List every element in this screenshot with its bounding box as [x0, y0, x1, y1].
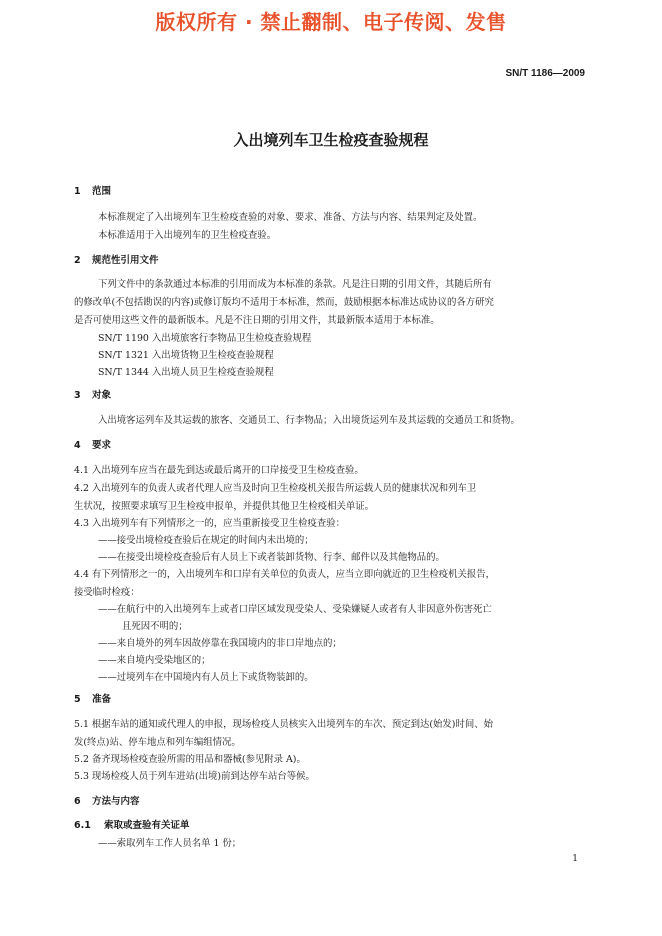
clause-line: 生状况，按照要求填写卫生检疫申报单，并提供其他卫生检疫相关单证。 — [74, 501, 375, 512]
list-item: ——索取列车工作人员名单 1 份； — [98, 838, 242, 849]
list-item-continuation: 且死因不明的； — [122, 621, 188, 632]
section-heading-3: 3 对象 — [74, 390, 112, 401]
body-line: 入出境客运列车及其运载的旅客、交通员工、行李物品；入出境货运列车及其运载的交通员工和货物。 — [98, 415, 520, 426]
clause-line: 接受临时检疫： — [74, 587, 140, 598]
page-number: 1 — [572, 854, 578, 864]
document-title: 入出境列车卫生检疫查验规程 — [233, 131, 429, 149]
clause-line: 4.4 有下列情形之一的，入出境列车和口岸有关单位的负责人，应当立即向就近的卫生检疫机关报告， — [74, 569, 496, 580]
section-heading-6: 6 方法与内容 — [74, 796, 140, 807]
body-line: 本标准规定了入出境列车卫生检疫查验的对象、要求、准备、方法与内容、结果判定及处置。 — [98, 212, 483, 223]
list-item: ——接受出境检疫查验后在规定的时间内未出境的； — [98, 535, 314, 546]
section-heading-2: 2 规范性引用文件 — [74, 255, 159, 266]
reference-item: SN/T 1190 入出境旅客行李物品卫生检疫查验规程 — [98, 333, 312, 344]
section-heading-5: 5 准备 — [74, 694, 112, 705]
list-item: ——过境列车在中国境内有人员上下或货物装卸的。 — [98, 672, 314, 683]
clause-line: 5.2 备齐现场检疫查验所需的用品和器械(参见附录 A)。 — [74, 754, 306, 765]
clause-line: 5.1 根据车站的通知或代理人的申报，现场检疫人员核实入出境列车的车次、预定到达(始发)时间、始 — [74, 719, 493, 730]
list-item: ——来自境外的列车因故停靠在我国境内的非口岸地点的； — [98, 638, 342, 649]
body-line: 下列文件中的条款通过本标准的引用而成为本标准的条款。凡是注日期的引用文件，其随后所有 — [98, 279, 492, 290]
list-item: ——在接受出境检疫查验后有人员上下或者装卸货物、行李、邮件以及其他物品的。 — [98, 552, 445, 563]
list-item: ——在航行中的入出境列车上或者口岸区域发现受染人、受染嫌疑人或者有人非因意外伤害死亡 — [98, 604, 492, 615]
standard-number: SN/T 1186—2009 — [505, 68, 585, 79]
clause-line: 发(终点)站、停车地点和列车编组情况。 — [74, 737, 241, 748]
copyright-watermark: 版权所有 · 禁止翻制、电子传阅、发售 — [155, 10, 507, 34]
clause-line: 5.3 现场检疫人员于列车进站(出境)前到达停车站台等候。 — [74, 771, 315, 782]
reference-item: SN/T 1321 入出境货物卫生检疫查验规程 — [98, 350, 274, 361]
subsection-heading-6-1: 6.1 索取或查验有关证单 — [74, 820, 190, 831]
list-item: ——来自境内受染地区的； — [98, 655, 211, 666]
body-line: 是否可使用这些文件的最新版本。凡是不注日期的引用文件，其最新版本适用于本标准。 — [74, 315, 440, 326]
body-line: 本标准适用于入出境列车的卫生检疫查验。 — [98, 230, 277, 241]
clause-line: 4.2 入出境列车的负责人或者代理人应当及时向卫生检疫机关报告所运载人员的健康状况和列车卫 — [74, 483, 477, 494]
clause-line: 4.3 入出境列车有下列情形之一的，应当重新接受卫生检疫查验： — [74, 518, 346, 529]
clause-line: 4.1 入出境列车应当在最先到达或最后离开的口岸接受卫生检疫查验。 — [74, 465, 364, 476]
body-line: 的修改单(不包括勘误的内容)或修订版均不适用于本标准，然而，鼓励根据本标准达成协议的各方研究 — [74, 297, 494, 308]
reference-item: SN/T 1344 入出境人员卫生检疫查验规程 — [98, 367, 274, 378]
section-heading-4: 4 要求 — [74, 440, 112, 451]
section-heading-1: 1 范围 — [74, 186, 112, 197]
